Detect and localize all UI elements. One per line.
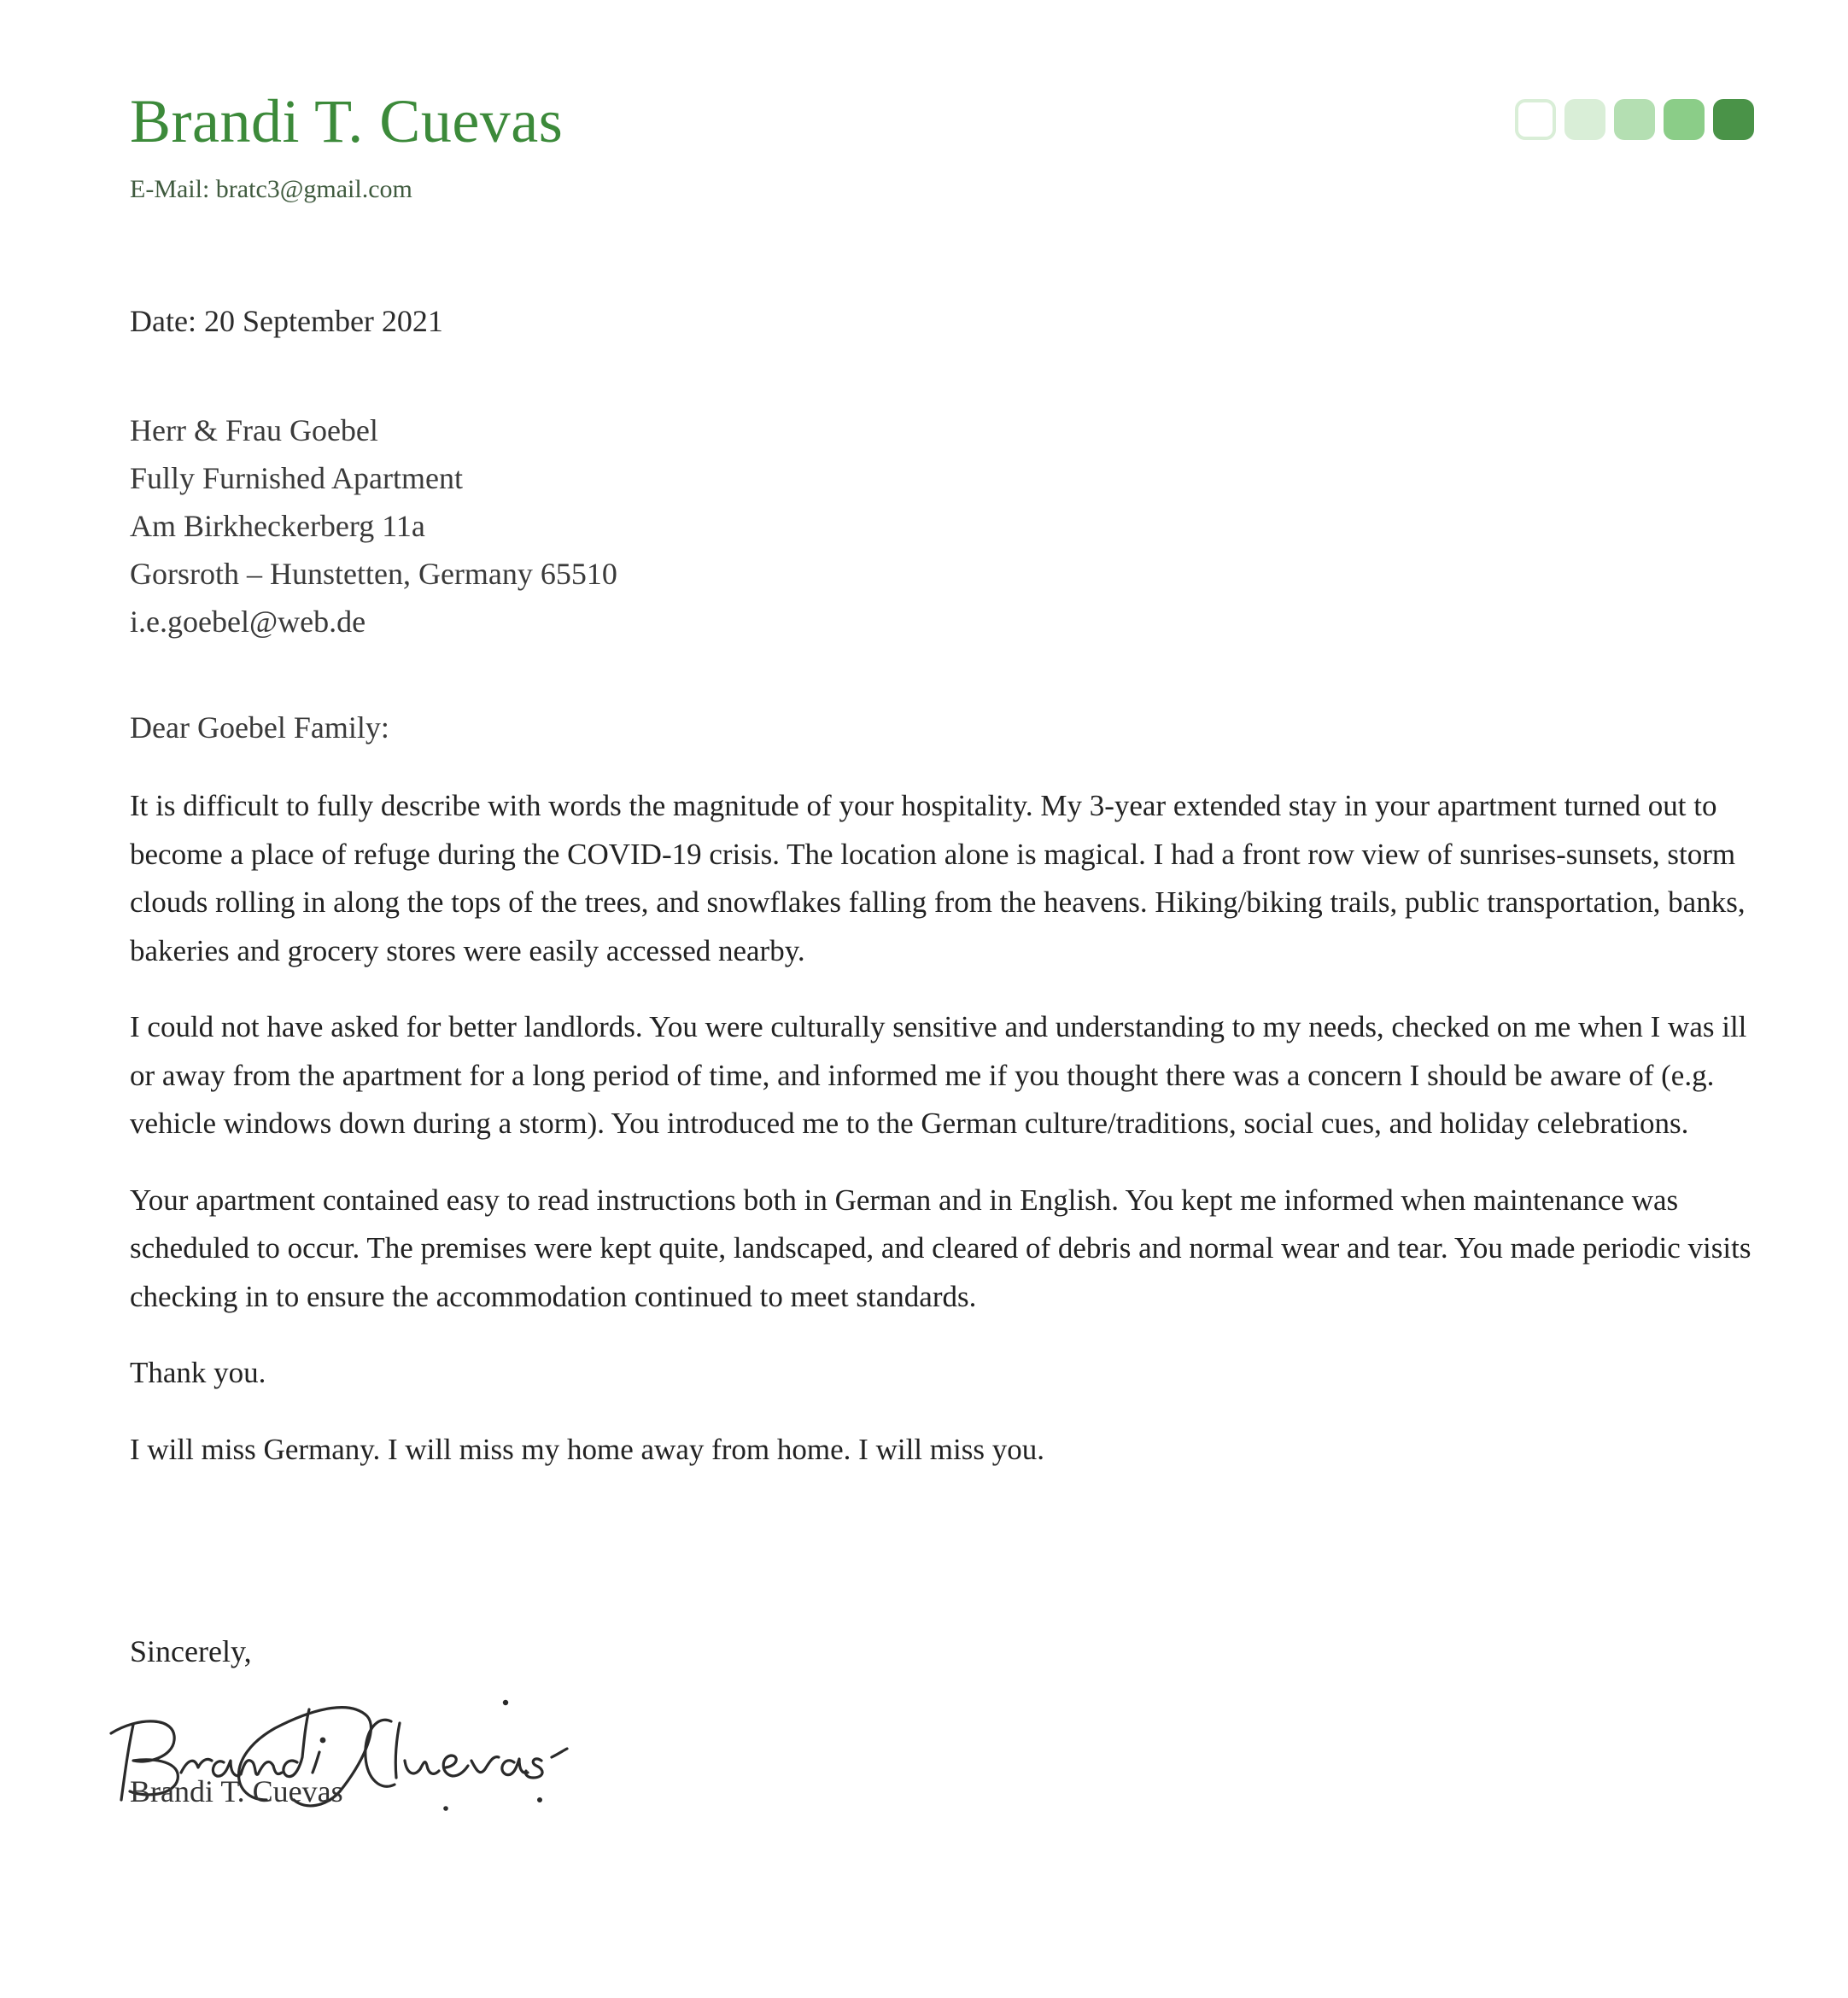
- recipient-email: i.e.goebel@web.de: [130, 605, 366, 639]
- swatch-square-1: [1515, 99, 1556, 140]
- signer-printed-name: Brandi T. Cuevas: [130, 1774, 343, 1808]
- letter-body: [130, 782, 1752, 1502]
- body-paragraph: Your apartment contained easy to read instructions both in German and in English. You kept me informed when maintenance was scheduled to occur. The premises were kept quite, landscaped, and cleared of debris and normal wear and tear. You made periodic visits checking in to ensure the accommodation continued to meet standards.: [130, 1183, 1752, 1313]
- body-paragraph: It is difficult to fully describe with words the magnitude of your hospitality. My 3-year extended stay in your apartment turned out to become a place of refuge during the COVID-19 crisis. The location alone is magical. I had a front row view of sunrises-sunsets, storm clouds rolling in along the tops of the trees, and snowflakes falling from the heavens. Hiking/biking trails, public transportation, banks, bakeries and grocery stores were easily accessed nearby.: [130, 789, 1746, 967]
- recipient-line: Am Birkheckerberg 11a: [130, 509, 425, 543]
- recipient-line: Fully Furnished Apartment: [130, 461, 463, 495]
- body-paragraph: Thank you.: [130, 1356, 266, 1389]
- color-swatch-strip: [1515, 99, 1754, 140]
- sender-name: Brandi T. Cuevas: [130, 87, 564, 155]
- recipient-line: Gorsroth – Hunstetten, Germany 65510: [130, 557, 617, 591]
- swatch-square-5: [1713, 99, 1754, 140]
- sender-email: E-Mail: bratc3@gmail.com: [130, 175, 412, 203]
- recipient-address: [130, 406, 617, 646]
- swatch-square-3: [1614, 99, 1655, 140]
- body-paragraph: I will miss Germany. I will miss my home away from home. I will miss you.: [130, 1432, 1044, 1466]
- swatch-square-2: [1564, 99, 1605, 140]
- body-paragraph: I could not have asked for better landlords. You were culturally sensitive and understanding to my needs, checked on me when I was ill or away from the apartment for a long period of time, and informed me if you thought there was a concern I should be aware of (e.g. vehicle windows down during a storm). You introduced me to the German culture/traditions, social cues, and holiday celebrations.: [130, 1010, 1747, 1140]
- swatch-square-4: [1664, 99, 1705, 140]
- recipient-line: Herr & Frau Goebel: [130, 413, 378, 447]
- letter-date: Date: 20 September 2021: [130, 304, 443, 338]
- salutation: Dear Goebel Family:: [130, 710, 389, 745]
- closing: Sincerely,: [130, 1634, 252, 1668]
